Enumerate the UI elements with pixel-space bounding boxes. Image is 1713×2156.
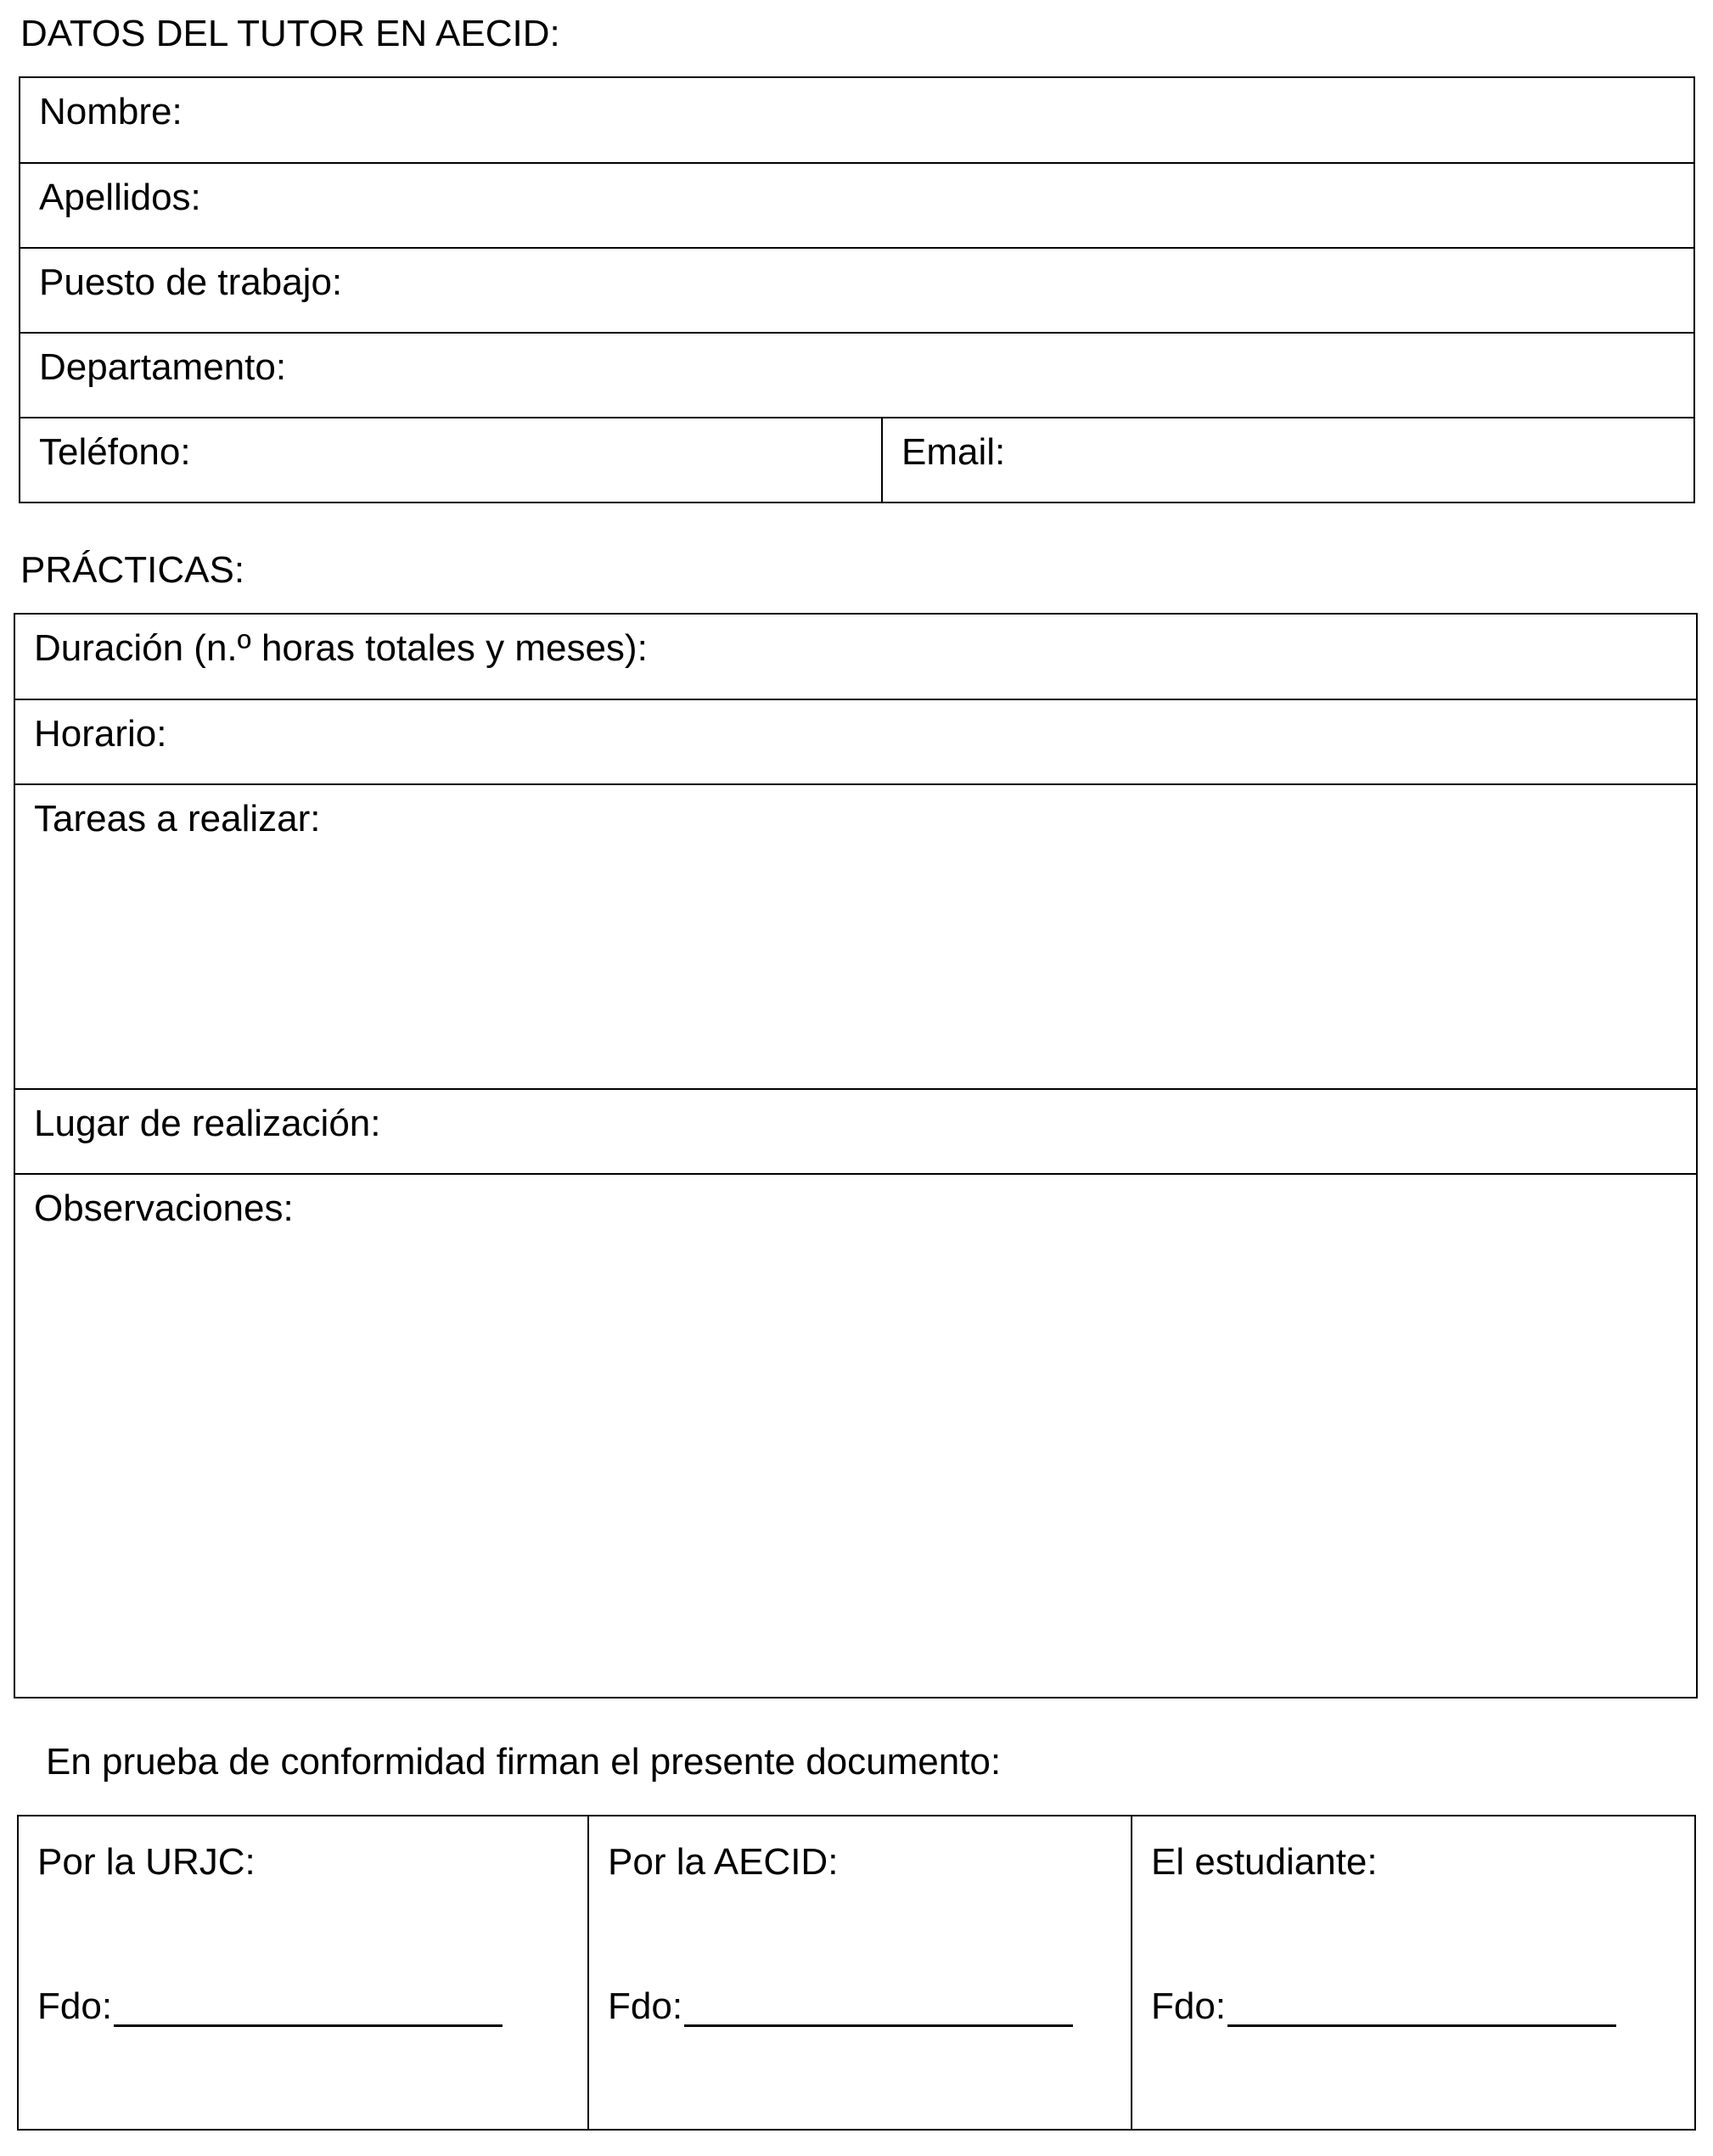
signature-intro: En prueba de conformidad firman el presente documento: [46,1741,1002,1783]
signer-estudiante[interactable] [1132,1816,1694,2129]
observaciones-label: Observaciones: [34,1187,294,1229]
practicas-section-heading: PRÁCTICAS: [20,549,245,591]
signer-estudiante-title: El estudiante: [1151,1841,1378,1883]
duracion-label: Duración (n.º horas totales y meses): [34,627,648,669]
signer-aecid-signature[interactable] [608,1986,1073,2027]
lugar-field[interactable] [15,1088,1696,1174]
signer-urjc-signature[interactable] [37,1986,503,2027]
puesto-label: Puesto de trabajo: [39,261,343,303]
nombre-field[interactable] [20,78,1693,164]
contact-row [20,417,1693,502]
horario-label: Horario: [34,713,167,755]
signer-aecid-fdo: Fdo: [608,1985,683,2027]
departamento-field[interactable] [20,332,1693,418]
puesto-field[interactable] [20,247,1693,333]
signature-line [1227,1990,1616,2027]
duracion-field[interactable] [15,615,1696,700]
lugar-label: Lugar de realización: [34,1103,381,1144]
signer-aecid[interactable] [589,1816,1131,2129]
nombre-label: Nombre: [39,91,183,132]
signer-aecid-title: Por la AECID: [608,1841,839,1883]
telefono-label: Teléfono: [39,431,191,473]
signer-urjc[interactable] [19,1816,587,2129]
practicas-table [14,613,1698,1698]
signer-estudiante-signature[interactable] [1151,1986,1616,2027]
telefono-field[interactable] [20,418,881,502]
signature-line [114,1990,503,2027]
tutor-table [19,76,1695,503]
signature-line [684,1990,1073,2027]
horario-field[interactable] [15,699,1696,784]
departamento-label: Departamento: [39,346,287,388]
tutor-section-heading: DATOS DEL TUTOR EN AECID: [20,13,560,54]
tareas-field[interactable] [15,783,1696,1089]
signature-table [17,1815,1696,2131]
signer-urjc-title: Por la URJC: [37,1841,256,1883]
signer-estudiante-fdo: Fdo: [1151,1985,1227,2027]
signer-urjc-fdo: Fdo: [37,1985,113,2027]
tareas-label: Tareas a realizar: [34,798,321,839]
email-field[interactable] [883,418,1693,502]
apellidos-label: Apellidos: [39,177,201,218]
observaciones-field[interactable] [15,1173,1696,1697]
apellidos-field[interactable] [20,162,1693,248]
email-label: Email: [901,431,1006,473]
